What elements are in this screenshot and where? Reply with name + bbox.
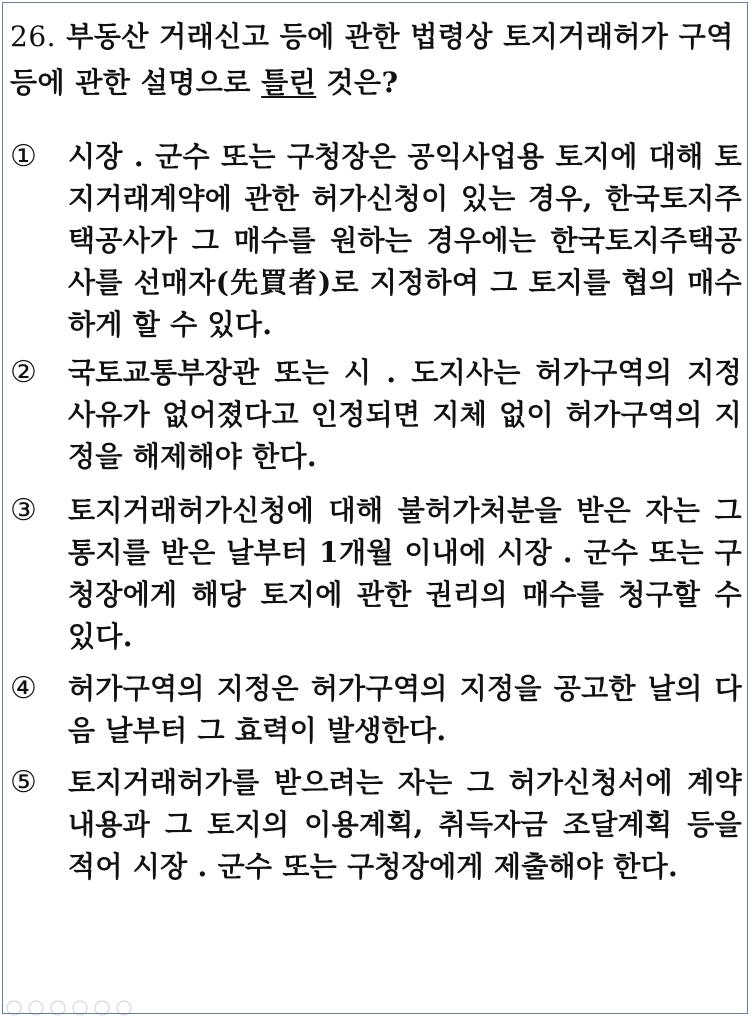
option-marker: ④ — [10, 671, 38, 706]
option-marker: ③ — [10, 493, 38, 528]
option-text: 허가구역의 지정은 허가구역의 지정을 공고한 날의 다음 날부터 그 효력이 발생한다. — [68, 672, 742, 747]
option-1[interactable] — [10, 136, 742, 346]
option-text: 토지거래허가를 받으려는 자는 그 허가신청서에 계약내용과 그 토지의 이용계획, 취득자금 조달계획 등을 적어 시장 . 군수 또는 구청장에게 제출해야 한다. — [68, 766, 742, 883]
question-text-after: 것은? — [316, 66, 399, 99]
option-marker: ⑤ — [10, 765, 38, 800]
option-text: 시장 . 군수 또는 구청장은 공익사업용 토지에 대해 토지거래계약에 관한 허가신청이 있는 경우, 한국토지주택공사가 그 매수를 원하는 경우에는 한국토지주택공사를 선매자(先買者)로 지정하여 그 토지를 협의 매수하게 할 수 있다. — [68, 140, 742, 341]
question-text-before: 부동산 거래신고 등에 관한 법령상 토지거래허가 구역 등에 관한 설명으로 — [10, 20, 734, 99]
option-3[interactable] — [10, 490, 742, 658]
option-text: 토지거래허가신청에 대해 불허가처분을 받은 자는 그 통지를 받은 날부터 1개월 이내에 시장 . 군수 또는 구청장에게 해당 토지에 관한 권리의 매수를 청구할 수 있다. — [68, 494, 742, 653]
option-text: 국토교통부장관 또는 시 . 도지사는 허가구역의 지정 사유가 없어졌다고 인정되면 지체 없이 허가구역의 지정을 해제해야 한다. — [68, 356, 742, 473]
option-marker: ① — [10, 139, 38, 174]
option-2[interactable] — [10, 352, 742, 478]
license-watermark-icon — [6, 1000, 136, 1016]
option-4[interactable] — [10, 668, 742, 752]
option-marker: ② — [10, 355, 38, 390]
option-5[interactable] — [10, 762, 742, 888]
question-number: 26. — [10, 20, 57, 53]
question-stem — [10, 14, 740, 106]
question-emphasis: 틀린 — [261, 66, 317, 99]
